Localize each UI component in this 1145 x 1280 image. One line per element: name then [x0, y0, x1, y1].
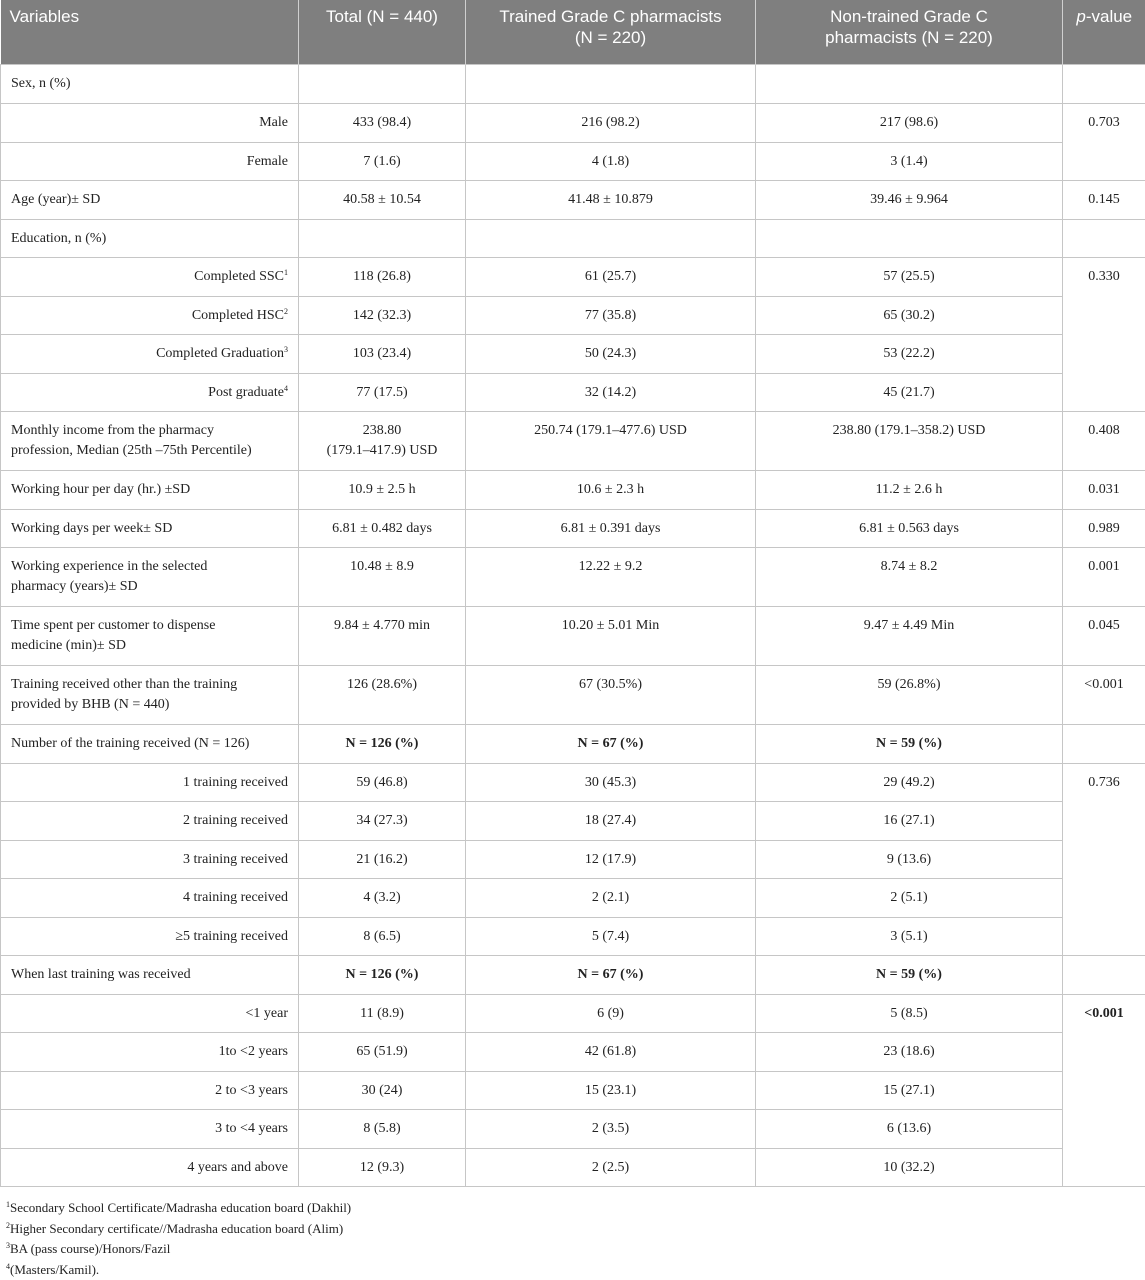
table-row	[1, 724, 1145, 763]
footnote-text: Higher Secondary certificate//Madrasha education board (Alim)	[10, 1221, 343, 1236]
footnote-number: 4	[6, 1262, 10, 1271]
cell-total: 4 (3.2)	[299, 878, 466, 917]
cell-non-trained: 9 (13.6)	[756, 840, 1063, 878]
footnote-text: BA (pass course)/Honors/Fazil	[10, 1241, 170, 1256]
cell-total: 118 (26.8)	[299, 257, 466, 296]
cell-trained: 77 (35.8)	[466, 296, 756, 334]
table-row	[1, 219, 1145, 257]
header-trained-line2: (N = 220)	[575, 28, 646, 47]
cell-trained: 2 (2.5)	[466, 1148, 756, 1186]
cell-non-trained: 8.74 ± 8.2	[756, 547, 1063, 606]
footnote-marker: 3	[284, 345, 288, 354]
cell-non-trained: 10 (32.2)	[756, 1148, 1063, 1186]
cell-trained: 2 (2.1)	[466, 878, 756, 917]
cell-non-trained: 29 (49.2)	[756, 763, 1063, 801]
table-row	[1, 955, 1145, 994]
cell-total: 65 (51.9)	[299, 1032, 466, 1071]
table-row	[1, 180, 1145, 219]
cell-p-value	[1063, 1109, 1145, 1148]
header-non-trained-line1: Non-trained Grade C	[830, 7, 988, 26]
row-label	[1, 296, 299, 334]
cell-non-trained: 45 (21.7)	[756, 373, 1063, 411]
header-trained	[466, 0, 756, 64]
cell-p-value: 0.736	[1063, 763, 1145, 801]
cell-trained: 6 (9)	[466, 994, 756, 1032]
empty-cell	[466, 219, 756, 257]
row-label: 4 years and above	[1, 1148, 299, 1186]
footnote-marker: 4	[284, 384, 288, 393]
table-row	[1, 1071, 1145, 1109]
empty-cell	[1063, 724, 1145, 763]
cell-total: N = 126 (%)	[299, 955, 466, 994]
table-row	[1, 994, 1145, 1032]
row-label-text: Completed HSC	[192, 308, 284, 323]
cell-total: 34 (27.3)	[299, 801, 466, 840]
cell-p-value	[1063, 1071, 1145, 1109]
table-row	[1, 917, 1145, 955]
table-row	[1, 878, 1145, 917]
header-trained-line1: Trained Grade C pharmacists	[499, 7, 721, 26]
cell-trained: 32 (14.2)	[466, 373, 756, 411]
header-non-trained	[756, 0, 1063, 64]
cell-non-trained: 6 (13.6)	[756, 1109, 1063, 1148]
table-row	[1, 509, 1145, 547]
table-row	[1, 606, 1145, 665]
row-label-text: Completed SSC	[194, 269, 284, 284]
cell-p-value: 0.001	[1063, 547, 1145, 606]
row-label-line1: Monthly income from the pharmacy	[11, 423, 214, 438]
cell-p-value	[1063, 917, 1145, 955]
cell-non-trained: 39.46 ± 9.964	[756, 180, 1063, 219]
empty-cell	[299, 64, 466, 103]
row-label: 3 training received	[1, 840, 299, 878]
cell-total	[299, 411, 466, 470]
table-row	[1, 1032, 1145, 1071]
header-variables: Variables	[1, 0, 299, 64]
row-label: 3 to <4 years	[1, 1109, 299, 1148]
cell-non-trained: 23 (18.6)	[756, 1032, 1063, 1071]
cell-trained: 250.74 (179.1–477.6) USD	[466, 411, 756, 470]
row-label-text: Completed Graduation	[156, 346, 284, 361]
footnote-number: 3	[6, 1241, 10, 1250]
row-label: 2 training received	[1, 801, 299, 840]
empty-cell	[1063, 219, 1145, 257]
footnote-number: 1	[6, 1200, 10, 1209]
cell-p-value: 0.408	[1063, 411, 1145, 470]
cell-total: 142 (32.3)	[299, 296, 466, 334]
footnote-number: 2	[6, 1221, 10, 1230]
row-label: Working days per week± SD	[1, 509, 299, 547]
row-label	[1, 373, 299, 411]
cell-trained: N = 67 (%)	[466, 955, 756, 994]
row-label: Age (year)± SD	[1, 180, 299, 219]
cell-p-value	[1063, 1032, 1145, 1071]
cell-non-trained: 57 (25.5)	[756, 257, 1063, 296]
row-label: 1 training received	[1, 763, 299, 801]
table-row	[1, 373, 1145, 411]
cell-non-trained: 6.81 ± 0.563 days	[756, 509, 1063, 547]
cell-non-trained: 9.47 ± 4.49 Min	[756, 606, 1063, 665]
row-label-line2: medicine (min)± SD	[11, 638, 126, 653]
table-row	[1, 296, 1145, 334]
cell-p-value	[1063, 296, 1145, 334]
footnote-marker: 1	[284, 268, 288, 277]
cell-non-trained: 217 (98.6)	[756, 103, 1063, 142]
cell-total: 10.9 ± 2.5 h	[299, 470, 466, 509]
header-total: Total (N = 440)	[299, 0, 466, 64]
cell-trained: 12.22 ± 9.2	[466, 547, 756, 606]
header-p-value	[1063, 0, 1145, 64]
footnote	[6, 1239, 351, 1260]
cell-total: 30 (24)	[299, 1071, 466, 1109]
cell-p-value	[1063, 801, 1145, 840]
row-label: <1 year	[1, 994, 299, 1032]
cell-total: 9.84 ± 4.770 min	[299, 606, 466, 665]
cell-trained: 30 (45.3)	[466, 763, 756, 801]
table-row	[1, 103, 1145, 142]
cell-p-value	[1063, 334, 1145, 373]
table-row	[1, 1109, 1145, 1148]
cell-total: 21 (16.2)	[299, 840, 466, 878]
header-non-trained-line2: pharmacists (N = 220)	[825, 28, 993, 47]
footnote	[6, 1219, 351, 1240]
cell-total: 433 (98.4)	[299, 103, 466, 142]
cell-trained: 10.6 ± 2.3 h	[466, 470, 756, 509]
cell-p-value	[1063, 142, 1145, 180]
cell-p-value: 0.330	[1063, 257, 1145, 296]
table-row	[1, 1148, 1145, 1186]
row-label: 4 training received	[1, 878, 299, 917]
row-label: Working hour per day (hr.) ±SD	[1, 470, 299, 509]
cell-total-line1: 238.80	[363, 423, 402, 438]
cell-non-trained: 2 (5.1)	[756, 878, 1063, 917]
row-label: Male	[1, 103, 299, 142]
cell-non-trained: 53 (22.2)	[756, 334, 1063, 373]
cell-trained: 216 (98.2)	[466, 103, 756, 142]
cell-non-trained: 59 (26.8%)	[756, 665, 1063, 724]
cell-total: 12 (9.3)	[299, 1148, 466, 1186]
footnote-text: (Masters/Kamil).	[10, 1262, 99, 1277]
table-row	[1, 547, 1145, 606]
section-label-education: Education, n (%)	[1, 219, 299, 257]
row-label	[1, 411, 299, 470]
cell-total: 103 (23.4)	[299, 334, 466, 373]
cell-total: 7 (1.6)	[299, 142, 466, 180]
cell-non-trained: 15 (27.1)	[756, 1071, 1063, 1109]
table-row	[1, 801, 1145, 840]
row-label: Female	[1, 142, 299, 180]
row-label: 1to <2 years	[1, 1032, 299, 1071]
row-label-line2: profession, Median (25th –75th Percentile)	[11, 443, 252, 458]
cell-total: 6.81 ± 0.482 days	[299, 509, 466, 547]
cell-trained: 15 (23.1)	[466, 1071, 756, 1109]
row-label-line1: Working experience in the selected	[11, 559, 207, 574]
cell-non-trained: 16 (27.1)	[756, 801, 1063, 840]
cell-p-value: 0.145	[1063, 180, 1145, 219]
row-label-line1: Time spent per customer to dispense	[11, 618, 215, 633]
cell-non-trained: 3 (1.4)	[756, 142, 1063, 180]
cell-p-value: 0.045	[1063, 606, 1145, 665]
cell-total: 10.48 ± 8.9	[299, 547, 466, 606]
cell-trained: 42 (61.8)	[466, 1032, 756, 1071]
row-label: When last training was received	[1, 955, 299, 994]
cell-total: 8 (5.8)	[299, 1109, 466, 1148]
cell-p-value	[1063, 1148, 1145, 1186]
row-label-text: Post graduate	[208, 385, 284, 400]
row-label: 2 to <3 years	[1, 1071, 299, 1109]
cell-p-value: <0.001	[1063, 665, 1145, 724]
cell-p-value: 0.989	[1063, 509, 1145, 547]
footnotes	[6, 1198, 351, 1280]
cell-trained: 6.81 ± 0.391 days	[466, 509, 756, 547]
footnote	[6, 1198, 351, 1219]
table-row	[1, 763, 1145, 801]
empty-cell	[299, 219, 466, 257]
empty-cell	[756, 64, 1063, 103]
cell-trained: N = 67 (%)	[466, 724, 756, 763]
cell-trained: 41.48 ± 10.879	[466, 180, 756, 219]
row-label-line2: pharmacy (years)± SD	[11, 579, 138, 594]
cell-trained: 18 (27.4)	[466, 801, 756, 840]
empty-cell	[1063, 64, 1145, 103]
cell-trained: 67 (30.5%)	[466, 665, 756, 724]
cell-p-value: 0.031	[1063, 470, 1145, 509]
cell-trained: 2 (3.5)	[466, 1109, 756, 1148]
cell-non-trained: 11.2 ± 2.6 h	[756, 470, 1063, 509]
row-label: ≥5 training received	[1, 917, 299, 955]
table-row	[1, 257, 1145, 296]
cell-p-value	[1063, 840, 1145, 878]
table-row	[1, 64, 1145, 103]
cell-trained: 10.20 ± 5.01 Min	[466, 606, 756, 665]
row-label	[1, 257, 299, 296]
cell-total: 11 (8.9)	[299, 994, 466, 1032]
table-header-row	[1, 0, 1145, 64]
cell-total: 126 (28.6%)	[299, 665, 466, 724]
cell-total: 59 (46.8)	[299, 763, 466, 801]
section-label-sex: Sex, n (%)	[1, 64, 299, 103]
row-label	[1, 665, 299, 724]
cell-non-trained: 5 (8.5)	[756, 994, 1063, 1032]
header-p-italic: p	[1076, 7, 1085, 26]
cell-non-trained: 238.80 (179.1–358.2) USD	[756, 411, 1063, 470]
table-row	[1, 142, 1145, 180]
header-p-rest: -value	[1086, 7, 1132, 26]
cell-trained: 61 (25.7)	[466, 257, 756, 296]
table-row	[1, 334, 1145, 373]
table-row	[1, 470, 1145, 509]
cell-non-trained: 3 (5.1)	[756, 917, 1063, 955]
row-label-line1: Training received other than the training	[11, 677, 237, 692]
cell-p-value: 0.703	[1063, 103, 1145, 142]
empty-cell	[466, 64, 756, 103]
cell-total: 8 (6.5)	[299, 917, 466, 955]
cell-p-value	[1063, 878, 1145, 917]
cell-total-line2: (179.1–417.9) USD	[327, 443, 438, 458]
row-label	[1, 547, 299, 606]
empty-cell	[756, 219, 1063, 257]
row-label: Number of the training received (N = 126)	[1, 724, 299, 763]
cell-non-trained: N = 59 (%)	[756, 724, 1063, 763]
row-label	[1, 606, 299, 665]
cell-p-value: <0.001	[1063, 994, 1145, 1032]
cell-total: 77 (17.5)	[299, 373, 466, 411]
row-label-line2: provided by BHB (N = 440)	[11, 697, 169, 712]
table-row	[1, 665, 1145, 724]
cell-non-trained: N = 59 (%)	[756, 955, 1063, 994]
footnote-marker: 2	[284, 307, 288, 316]
row-label	[1, 334, 299, 373]
table-row	[1, 411, 1145, 470]
table-row	[1, 840, 1145, 878]
cell-trained: 4 (1.8)	[466, 142, 756, 180]
footnote-text: Secondary School Certificate/Madrasha education board (Dakhil)	[10, 1200, 351, 1215]
footnote	[6, 1260, 351, 1280]
cell-trained: 5 (7.4)	[466, 917, 756, 955]
cell-non-trained: 65 (30.2)	[756, 296, 1063, 334]
cell-trained: 50 (24.3)	[466, 334, 756, 373]
cell-p-value	[1063, 373, 1145, 411]
cell-total: 40.58 ± 10.54	[299, 180, 466, 219]
empty-cell	[1063, 955, 1145, 994]
cell-trained: 12 (17.9)	[466, 840, 756, 878]
cell-total: N = 126 (%)	[299, 724, 466, 763]
